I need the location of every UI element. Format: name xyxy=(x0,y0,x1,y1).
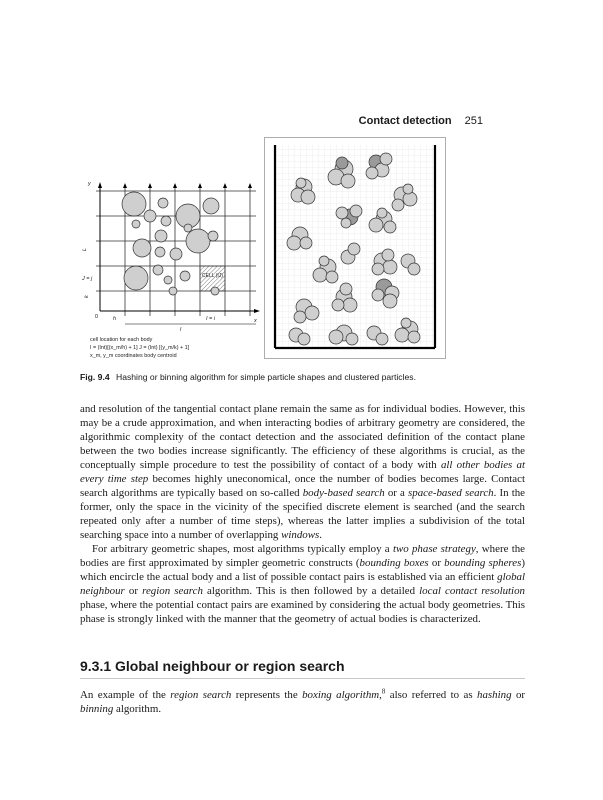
note-2: I = (Int)[(x_m/h) + 1] J = (Int) [(y_m/k) + 1] xyxy=(90,345,190,351)
p3-text-5: algorithm. xyxy=(113,703,162,715)
j-label: J = j xyxy=(82,276,93,282)
running-header xyxy=(359,115,483,127)
p3-text-2: represents the xyxy=(231,689,303,701)
p2-text-2: , where the bodies are first approximated by simpler geometric constructs ( xyxy=(80,543,526,569)
p3-text-4: or xyxy=(511,689,526,701)
p3-emph-2: boxing algorithm xyxy=(302,689,380,701)
p1-text-4: . In the former, only the space in the vicinity of the specified discrete element is searched (and the search repeated only after a number of time steps), whereas the latter implies a subdivision of the total searching space into a number of overlapping xyxy=(80,487,526,541)
p1-text-1: and resolution of the tangential contact plane remain the same as for individual bodies. However, this may be a crude approximation, and when interacting bodies of arbitrary geometry are considered, the algorithmic complexity of the contact detection and the associated definition of the contact plane between the two bodies increase significantly. The efficiency of these algorithms is crucial, as the conceptually simple procedure to test the possibility of contact of a body with xyxy=(80,403,525,471)
body-text xyxy=(80,402,525,626)
p2-emph-3: bounding spheres xyxy=(444,557,522,569)
paragraph-3: An example of the region search represents the boxing algorithm,$^8$ also referred to as hashing or binning algorithm. xyxy=(80,687,526,715)
k-label: k xyxy=(84,295,90,298)
L-label: L xyxy=(82,247,88,251)
footnote-marker[interactable]: 8 xyxy=(381,687,386,696)
note-1: cell location for each body xyxy=(90,337,153,343)
note-3: x_m, y_m coordinates body centroid xyxy=(90,353,177,359)
clustered-particles-figure xyxy=(264,137,446,359)
figure-label: Fig. 9.4 xyxy=(80,372,110,382)
p2-emph-6: local contact resolution xyxy=(419,585,525,597)
p3-emph-1: region search xyxy=(170,689,232,701)
p3-emph-4: binning xyxy=(80,703,114,715)
paragraph-2 xyxy=(80,542,525,626)
page-number: 251 xyxy=(464,115,483,127)
axis-x-label: x xyxy=(254,318,257,324)
p2-text-6: algorithm. This is then followed by a detailed xyxy=(202,585,420,597)
p2-emph-2: bounding boxes xyxy=(359,557,429,569)
I-label: I = i xyxy=(206,316,216,322)
p1-text-2: becomes highly uneconomical, once the number of bodies becomes large. Contact search algorithms are typically based on so-called xyxy=(80,473,525,499)
p2-text-1: For arbitrary geometric shapes, most algorithms typically employ a xyxy=(92,543,393,555)
p2-emph-4: global neighbour xyxy=(80,571,525,597)
p3-text-3: also referred to as xyxy=(385,689,478,701)
cell-label: CELL (IJ) xyxy=(202,273,223,279)
p2-text-3: or xyxy=(428,557,445,569)
section-body xyxy=(80,688,525,716)
p1-text-5: . xyxy=(319,529,322,541)
paragraph-1 xyxy=(80,402,525,542)
p1-emph-2: body-based search xyxy=(302,487,385,499)
p3-text-1: An example of the xyxy=(80,689,171,701)
l-label: l xyxy=(180,327,182,333)
caption-text: Hashing or binning algorithm for simple particle shapes and clustered particles. xyxy=(116,372,416,382)
h-label: h xyxy=(113,316,117,322)
figure-caption xyxy=(80,372,525,382)
p1-text-3: or a xyxy=(384,487,409,499)
p1-emph-1: all other bodies at every time step xyxy=(80,459,525,485)
p1-emph-3: space-based search xyxy=(408,487,494,499)
section-heading: 9.3.1 Global neighbour or region search xyxy=(80,658,525,679)
p2-text-4: ) which encircle the actual body and a list of possible contact pairs is established via an efficient xyxy=(80,557,525,583)
header-title: Contact detection xyxy=(358,115,452,127)
p1-emph-4: windows xyxy=(281,529,320,541)
p3-emph-3: hashing xyxy=(477,689,512,701)
binning-grid-figure xyxy=(78,176,260,362)
p2-text-5: or xyxy=(124,585,143,597)
axis-y-label: y xyxy=(88,181,91,187)
p2-text-7: phase, where the potential contact pairs are examined by considering the actual body geometries. This phase is strongly linked with the manner that the geometry of actual bodies is characterized. xyxy=(80,599,525,625)
origin-label: 0 xyxy=(95,314,99,320)
p2-emph-1: two phase strategy xyxy=(392,543,476,555)
p2-emph-5: region search xyxy=(142,585,203,597)
